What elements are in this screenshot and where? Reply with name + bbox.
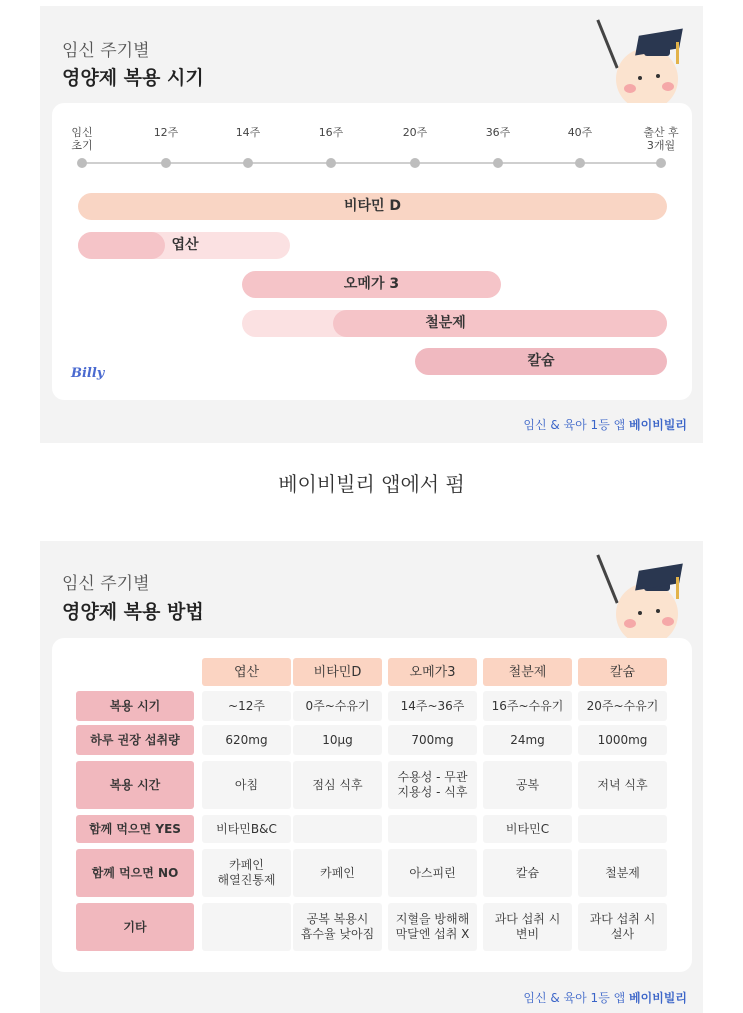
iron-label: 철분제 (425, 315, 466, 331)
tick-dot (493, 158, 503, 168)
table-cell: 공복 복용시 흡수율 낮아짐 (293, 903, 382, 951)
table-cell: 철분제 (578, 849, 667, 897)
tick-dot (410, 158, 420, 168)
tick-label: 12주 (153, 126, 179, 139)
section-title: 영양제 복용 방법 (62, 601, 204, 623)
brand-footer: 임신 & 육아 1등 앱 베이비빌리 (523, 991, 687, 1005)
section-subtitle: 임신 주기별 (62, 41, 150, 61)
table-cell: 620mg (202, 725, 291, 755)
tick-dot (243, 158, 253, 168)
folic-acid-label: 엽산 (171, 237, 199, 253)
table-cell: 비타민B&C (202, 815, 291, 843)
table-cell: 카페인 해열진통제 (202, 849, 291, 897)
tick-label: 40주 (567, 126, 593, 139)
section-title: 영양제 복용 시기 (62, 67, 204, 89)
table-cell: 칼슘 (483, 849, 572, 897)
column-header: 칼슘 (578, 658, 667, 686)
source-caption: 베이비빌리 앱에서 펌 (278, 472, 465, 496)
row-header: 복용 시기 (76, 691, 194, 721)
table-cell: 카페인 (293, 849, 382, 897)
calcium-label: 칼슘 (527, 353, 555, 369)
table-cell: 점심 식후 (293, 761, 382, 809)
row-header: 하루 권장 섭취량 (76, 725, 194, 755)
row-header: 함께 먹으면 YES (76, 815, 194, 843)
tick-dot (326, 158, 336, 168)
table-cell: 20주~수유기 (578, 691, 667, 721)
tick-label: 36주 (485, 126, 511, 139)
billy-logo: Billy (71, 366, 105, 381)
table-cell: 비타민C (483, 815, 572, 843)
timing-card (40, 6, 703, 443)
column-header: 비타민D (293, 658, 382, 686)
table-cell: 과다 섭취 시 설사 (578, 903, 667, 951)
table-cell: 0주~수유기 (293, 691, 382, 721)
table-cell: 16주~수유기 (483, 691, 572, 721)
brand-footer: 임신 & 육아 1등 앱 베이비빌리 (523, 418, 687, 432)
column-header: 오메가3 (388, 658, 477, 686)
table-cell: 700mg (388, 725, 477, 755)
table-cell: 과다 섭취 시 변비 (483, 903, 572, 951)
tick-label: 임신 초기 (71, 126, 93, 152)
row-header: 기타 (76, 903, 194, 951)
tick-label: 20주 (402, 126, 428, 139)
tick-dot (656, 158, 666, 168)
table-cell (388, 815, 477, 843)
section-subtitle: 임신 주기별 (62, 574, 150, 594)
tick-dot (161, 158, 171, 168)
column-header: 엽산 (202, 658, 291, 686)
row-header: 복용 시간 (76, 761, 194, 809)
table-cell (202, 903, 291, 951)
table-cell: ~12주 (202, 691, 291, 721)
table-cell: 1000mg (578, 725, 667, 755)
table-cell (293, 815, 382, 843)
vitamin-d-label: 비타민 D (343, 198, 402, 214)
table-cell (578, 815, 667, 843)
row-header: 함께 먹으면 NO (76, 849, 194, 897)
tick-dot (77, 158, 87, 168)
tick-dot (575, 158, 585, 168)
table-cell: 24mg (483, 725, 572, 755)
column-header: 철분제 (483, 658, 572, 686)
table-cell: 저녁 식후 (578, 761, 667, 809)
table-cell: 10μg (293, 725, 382, 755)
tick-label: 14주 (235, 126, 261, 139)
table-cell: 아침 (202, 761, 291, 809)
tick-label: 출산 후 3개월 (643, 126, 679, 152)
omega3-label: 오메가 3 (343, 276, 400, 292)
table-cell: 아스피린 (388, 849, 477, 897)
tick-label: 16주 (318, 126, 344, 139)
table-cell: 수용성 - 무관 지용성 - 식후 (388, 761, 477, 809)
table-cell: 14주~36주 (388, 691, 477, 721)
table-cell: 지혈을 방해해 막달엔 섭취 X (388, 903, 477, 951)
table-cell: 공복 (483, 761, 572, 809)
